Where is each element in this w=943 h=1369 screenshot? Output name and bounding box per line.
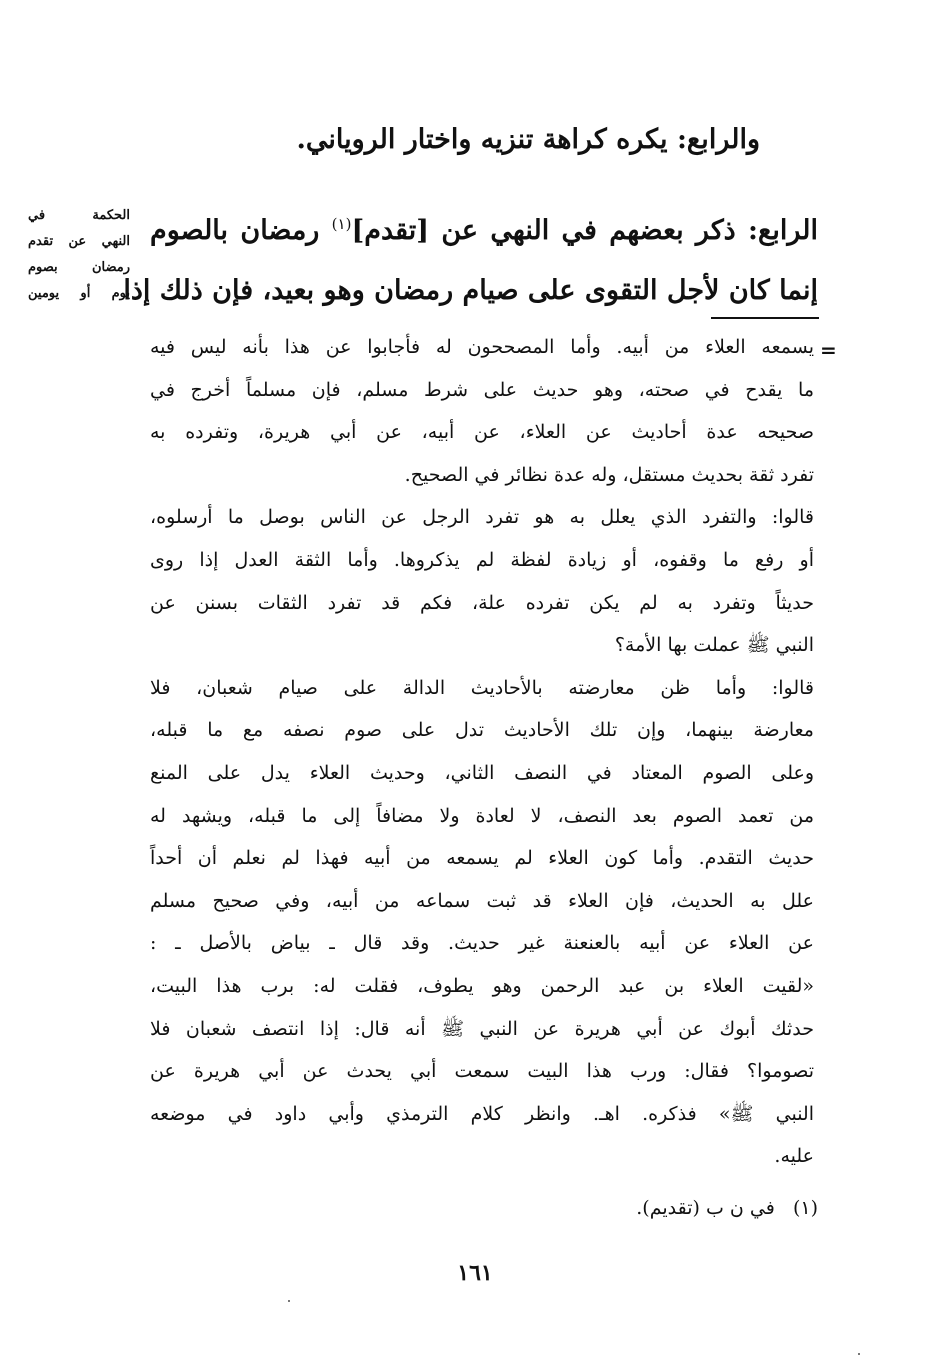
footnote-line: حدثك أبوك عن أبي هريرة عن النبي ﷺ أنه قال: إذا انتصف شعبان فلا (150, 1017, 814, 1040)
footnote-line: معارضة بينهما، وإن تلك الأحاديث تدل على صوم نصفه مع ما قبله، (150, 719, 814, 742)
footnote-line: عن العلاء عن أبيه بالعنعنة غير حديث. وقد قال ـ بياض بالأصل ـ : (150, 932, 814, 955)
footnote-line: قالوا: والتفرد الذي يعلل به هو تفرد الرجل عن الناس بوصل ما أرسلوه، (150, 506, 814, 529)
footnote-line: علل به الحديث، فإن العلاء قد ثبت سماعه من أبيه، وفي صحيح مسلم (150, 889, 814, 912)
main-line-1 (150, 194, 818, 261)
continuation-mark: = (820, 338, 837, 362)
footnote-reference[interactable]: (١) (331, 215, 352, 233)
footnote-line: يسمعه العلاء من أبيه. وأما المصححون له فأجابوا عن هذا بأنه ليس فيه (150, 336, 814, 358)
margin-note-line: يوم أو يومين (28, 286, 130, 301)
footnote-line: النبي ﷺ عملت بها الأمة؟ (614, 634, 814, 657)
scan-speck (288, 1300, 290, 1302)
footnote-text: في ن ب (تقديم). (636, 1197, 775, 1219)
footnote-number: (١) (792, 1197, 818, 1219)
footnote-line: أو رفع ما وقفوه، أو زيادة لفظة لم يذكروها. وأما الثقة العدل إذا روى (150, 548, 814, 571)
main-paragraph (123, 194, 819, 321)
margin-note-line: النهي عن تقدم (28, 234, 130, 249)
page-number: ١٦١ (457, 1260, 493, 1286)
footnote-continuation (150, 326, 814, 1178)
main-line-2: إنما كان لأجل التقوى على صيام رمضان وهو بعيد، فإن ذلك إذا (123, 275, 818, 306)
footnote-1 (560, 1190, 818, 1226)
footnote-separator (711, 317, 819, 319)
main-line-1-text: ذكر بعضهم في النهي عن [تقدم] (351, 215, 736, 246)
margin-note-line: رمضان بصوم (28, 260, 130, 275)
margin-note (28, 203, 130, 307)
section-lead: الرابع: (748, 215, 819, 246)
footnote-line: عليه. (774, 1145, 814, 1168)
footnote-line: حديثاً وتفرد به لم يكن تفرده علة، فكم قد تفرد الثقات بسنن عن (150, 591, 814, 614)
footnote-line: ما يقدح في صحته، وهو حديث على شرط مسلم، فإن مسلماً أخرج في (150, 378, 814, 401)
footnote-line: النبي ﷺ» فذكره. اهـ. وانظر كلام الترمذي وأبي داود في موضعه (150, 1102, 814, 1125)
margin-note-line: الحكمة في (28, 208, 130, 223)
footnote-line: «لقيت العلاء بن عبد الرحمن وهو يطوف، فقلت له: برب هذا البيت، (150, 974, 814, 997)
footnote-line: وعلى الصوم المعتاد في النصف الثاني، وحديث العلاء يدل على المنع (150, 761, 814, 784)
scan-speck (858, 1353, 860, 1355)
top-line: والرابع: يكره كراهة تنزيه واختار الروياني. (296, 124, 760, 155)
main-line-1-tail: رمضان بالصوم (150, 215, 320, 246)
footnote-line: قالوا: وأما ظن معارضته بالأحاديث الدالة على صيام شعبان، فلا (150, 676, 814, 699)
footnote-line: تصوموا؟ فقال: ورب هذا البيت سمعت أبي يحدث عن أبي هريرة عن (150, 1060, 814, 1083)
footnote-line: حديث التقدم. وأما كون العلاء لم يسمعه من أبيه فهذا لم نعلم أن أحداً (150, 847, 814, 870)
footnote-line: من تعمد الصوم بعد النصف، لا لعادة ولا مضافاً إلى ما قبله، ويشهد له (150, 804, 814, 827)
footnote-line: تفرد ثقة بحديث مستقل، وله عدة نظائر في الصحيح. (404, 463, 814, 486)
footnote-line: صحيحه عدة أحاديث عن العلاء، عن أبيه، عن أبي هريرة، وتفرده به (150, 421, 814, 444)
